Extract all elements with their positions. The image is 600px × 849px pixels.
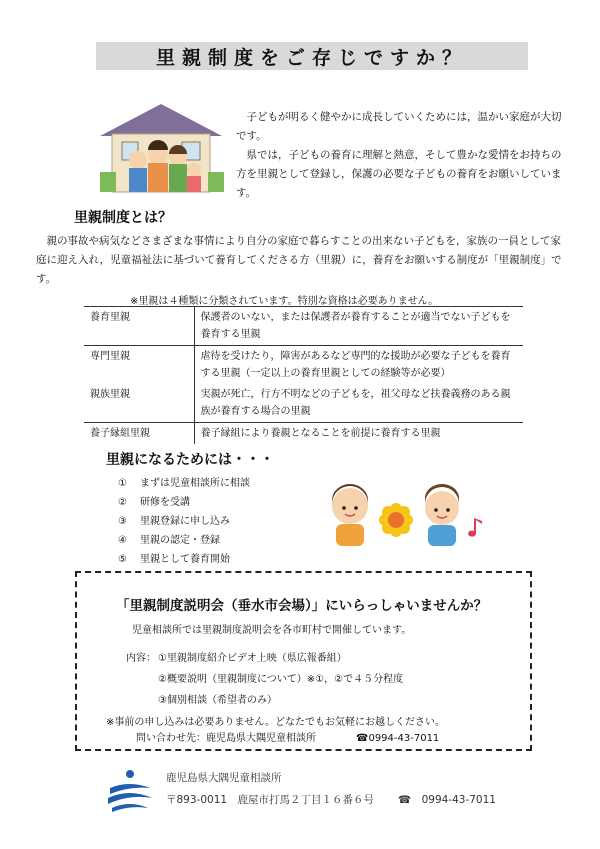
- family-house-illustration: [96, 102, 226, 194]
- step-text: 里親の認定・登録: [140, 535, 220, 546]
- kinds-row: [84, 423, 523, 445]
- event-lead: 児童相談所では里親制度説明会を各市町村で開催しています。: [132, 625, 412, 636]
- event-contact-tel: ☎0994-43-7011: [356, 733, 440, 744]
- footer-org: 鹿児島県大隅児童相談所: [166, 772, 282, 784]
- kind-name: 専門里親: [84, 346, 194, 385]
- footer-tel: ☎ 0994-43-7011: [398, 794, 496, 806]
- event-items: [158, 650, 518, 710]
- title-banner: [96, 42, 528, 70]
- kinds-table: [84, 306, 523, 444]
- page-title: 里親制度をご存じですか？: [155, 46, 468, 69]
- intro-paragraph-1: 子どもが明るく健やかに成長していくためには，温かい家庭が大切です。: [236, 111, 562, 142]
- step-item: [118, 512, 338, 531]
- step-text: まずは児童相談所に相談: [140, 478, 250, 489]
- event-content-label: 内容：: [126, 653, 156, 664]
- step-item: [118, 493, 338, 512]
- prefecture-logo-icon: [106, 764, 154, 812]
- section-heading-how-to: 里親になるためには・・・: [106, 452, 274, 468]
- section-heading-what-is: 里親制度とは？: [74, 210, 172, 226]
- step-item: [118, 474, 338, 493]
- kind-desc: 虐待を受けたり，障害があるなど専門的な援助が必要な子どもを養育する里親（一定以上の養育里親としての経験等が必要）: [200, 351, 511, 379]
- kind-name: 養子縁組里親: [84, 423, 194, 445]
- kind-name: 養育里親: [84, 307, 194, 346]
- step-text: 研修を受講: [140, 497, 190, 508]
- step-number: ①: [118, 478, 127, 489]
- event-heading: 「里親制度説明会（垂水市会場）」にいらっしゃいませんか？: [116, 598, 488, 614]
- event-contact-label: 問い合わせ先：鹿児島県大隅児童相談所: [136, 733, 316, 744]
- step-item: [118, 550, 338, 569]
- kinds-note: ※里親は４種類に分類されています。特別な資格は必要ありません。: [130, 296, 439, 307]
- step-number: ③: [118, 516, 127, 527]
- steps-list: [118, 474, 338, 569]
- section1-body: 親の事故や病気などさまざまな事情により自分の家庭で暮らすことの出来ない子どもを，家族の一員として家庭に迎え入れ，児童福祉法に基づいて養育してくださる方（里親）に，養育をお願いする制度が「里親制度」です。: [36, 235, 562, 285]
- event-item: ③個別相談（希望者のみ）: [158, 695, 277, 706]
- event-item: ②概要説明（里親制度について）※①，②で４５分程度: [158, 674, 404, 685]
- kind-desc: 保護者のいない，または保護者が養育することが適当でない子どもを養育する里親: [200, 312, 511, 340]
- kinds-row: [84, 307, 523, 346]
- kind-name: 親族里親: [84, 384, 194, 423]
- kinds-row: [84, 384, 523, 423]
- children-flower-illustration: [326, 482, 492, 548]
- event-note: ※事前の申し込みは必要ありません。どなたでもお気軽にお越しください。: [106, 717, 445, 728]
- intro-text: [236, 108, 562, 203]
- kinds-row: [84, 346, 523, 385]
- step-number: ②: [118, 497, 127, 508]
- step-text: 里親登録に申し込み: [140, 516, 230, 527]
- step-number: ④: [118, 535, 127, 546]
- footer-address: 〒893-0011 鹿屋市打馬２丁目１６番６号: [166, 794, 375, 806]
- kind-desc: 養子縁組により養親となることを前提に養育する里親: [200, 428, 441, 439]
- intro-paragraph-2: 県では，子どもの養育に理解と熱意，そして豊かな愛情をお持ちの方を里親として登録し，保護の必要な子どもの養育をお願いしています。: [236, 149, 562, 199]
- step-text: 里親として養育開始: [140, 554, 230, 565]
- step-number: ⑤: [118, 554, 127, 565]
- kind-desc: 実親が死亡，行方不明などの子どもを，祖父母など扶養義務のある親族が養育する場合の里親: [200, 389, 511, 417]
- event-item: ①里親制度紹介ビデオ上映（県広報番組）: [158, 653, 347, 664]
- step-item: [118, 531, 338, 550]
